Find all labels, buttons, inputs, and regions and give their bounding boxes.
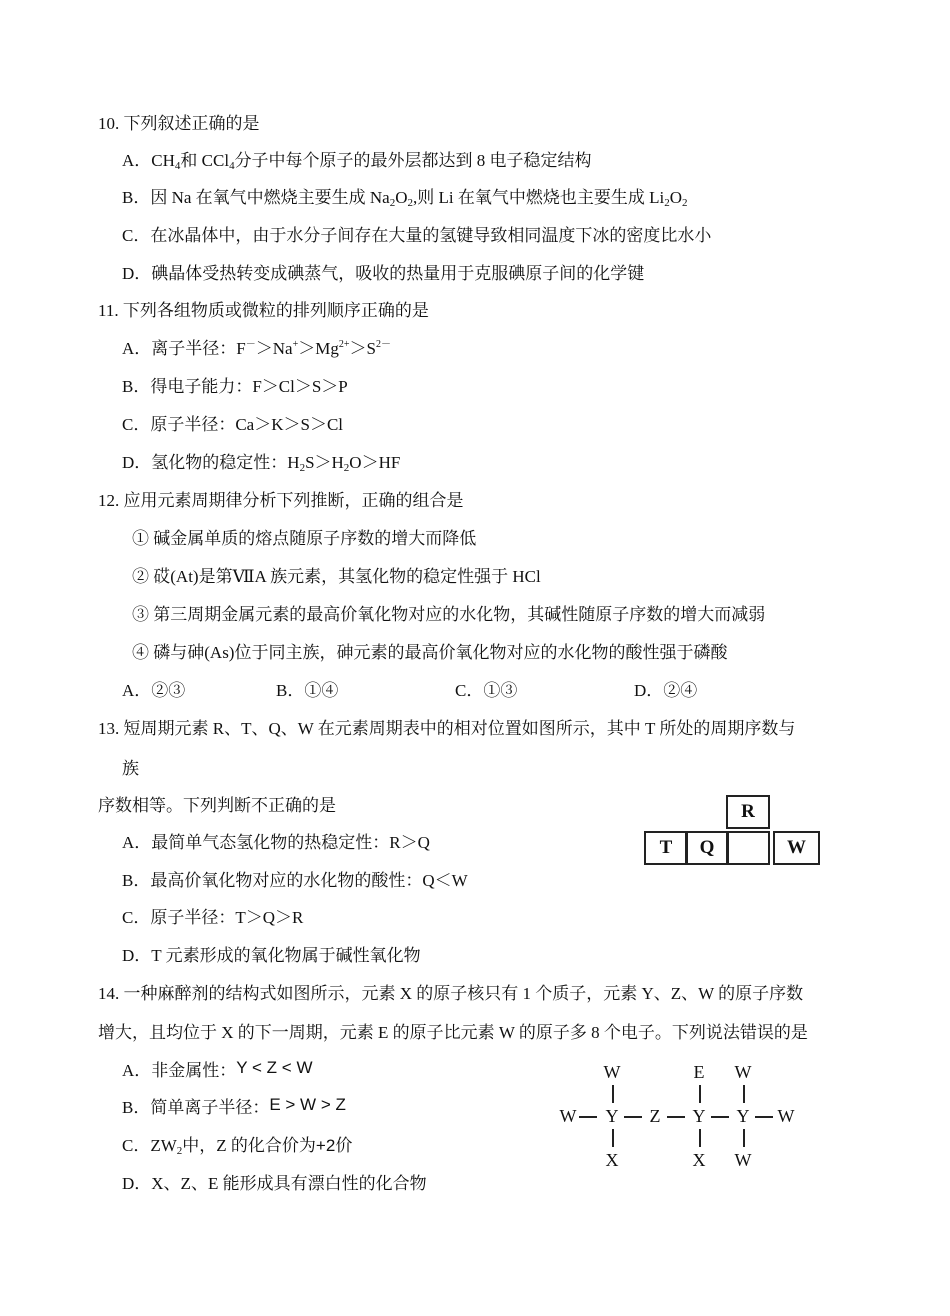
q10-option-a: A．$CH_4$和 CCl$_4$分子中每个原子的最外层都达到 8 电子稳定结构	[122, 151, 592, 172]
atom-x-bot2: X	[692, 1150, 706, 1170]
q11-option-b: B．得电子能力：F＞Cl＞S＞P	[122, 377, 348, 396]
q13-stem-line1: 13. 短周期元素 R、T、Q、W 在元素周期表中的相对位置如图所示，其中 T 所处的周期序数与	[98, 719, 796, 738]
q12-option-d: D．②④	[634, 681, 698, 700]
atom-y1: Y	[605, 1106, 619, 1126]
atom-e-top: E	[693, 1062, 705, 1082]
q11-stem: 11. 下列各组物质或微粒的排列顺序正确的是	[98, 301, 429, 320]
q13-option-b: B．最高价氧化物对应的水化物的酸性：Q＜W	[122, 871, 468, 890]
q12-option-b: B．①④	[276, 681, 339, 700]
q11-option-c: C．原子半径：Ca＞K＞S＞Cl	[122, 415, 344, 434]
atom-w-top1: W	[603, 1062, 621, 1082]
cell-t: T	[644, 831, 688, 865]
q12-stem: 12. 应用元素周期律分析下列推断，正确的组合是	[98, 491, 464, 510]
atom-y2: Y	[692, 1106, 706, 1126]
q10-option-d: D．碘晶体受热转变成碘蒸气，吸收的热量用于克服碘原子间的化学键	[122, 264, 645, 283]
bond-h-3	[667, 1116, 685, 1118]
q12-option-c: C．①③	[455, 681, 518, 700]
q12-item-2: ② 砹(At)是第ⅦA 族元素，其氢化物的稳定性强于 HCl	[132, 567, 541, 586]
q14-stem-line1: 14. 一种麻醉剂的结构式如图所示，元素 X 的原子核只有 1 个质子，元素 Y、Z、W 的原子序数	[98, 984, 804, 1003]
atom-w-left: W	[559, 1106, 577, 1126]
bond-v-top1	[612, 1085, 614, 1103]
atom-w-right: W	[777, 1106, 795, 1126]
bond-v-top3	[743, 1085, 745, 1103]
atom-w-bot3: W	[734, 1150, 752, 1170]
cell-w: W	[773, 831, 820, 865]
q10-option-b: B．因 Na 在氧气中燃烧主要生成 $Na_2O_2$,则 Li 在氧气中燃烧也主要生成 $Li_2O_2$	[122, 188, 688, 209]
q10-stem: 10. 下列叙述正确的是	[98, 114, 260, 133]
q13-stem-line3: 序数相等。下列判断不正确的是	[98, 796, 336, 815]
q13-option-a: A．最简单气态氢化物的热稳定性：R＞Q	[122, 833, 430, 852]
periodic-table-fragment	[644, 795, 820, 867]
q14-option-a: A．非金属性：Y < Z < W	[122, 1058, 313, 1080]
cell-q: Q	[685, 831, 729, 865]
q14-stem-line2: 增大，且均位于 X 的下一周期，元素 E 的原子比元素 W 的原子多 8 个电子。下列说法错误的是	[98, 1023, 808, 1042]
bond-v-bot2	[699, 1129, 701, 1147]
atom-w-top3: W	[734, 1062, 752, 1082]
bond-v-bot1	[612, 1129, 614, 1147]
bond-h-2	[624, 1116, 642, 1118]
atom-y3: Y	[736, 1106, 750, 1126]
bond-v-top2	[699, 1085, 701, 1103]
q13-option-c: C．原子半径：T＞Q＞R	[122, 908, 304, 927]
q14-option-d: D．X、Z、E 能形成具有漂白性的化合物	[122, 1174, 427, 1193]
bond-v-bot3	[743, 1129, 745, 1147]
q12-item-1: ① 碱金属单质的熔点随原子序数的增大而降低	[132, 529, 477, 548]
q12-option-a: A．②③	[122, 681, 186, 700]
cell-empty	[726, 831, 770, 865]
cell-r: R	[726, 795, 770, 829]
atom-z: Z	[649, 1106, 661, 1126]
q11-option-d: D．氢化物的稳定性：$H_2S>H_2O>HF$	[122, 453, 401, 474]
q14-option-b: B．简单离子半径：E > W > Z	[122, 1095, 346, 1117]
q12-item-3: ③ 第三周期金属元素的最高价氧化物对应的水化物，其碱性随原子序数的增大而减弱	[132, 605, 766, 624]
q12-item-4: ④ 磷与砷(As)位于同主族，砷元素的最高价氧化物对应的水化物的酸性强于磷酸	[132, 643, 728, 662]
structural-formula	[556, 1058, 806, 1174]
q10-option-c: C．在冰晶体中，由于水分子间存在大量的氢键导致相同温度下冰的密度比水小	[122, 226, 712, 245]
bond-h-4	[711, 1116, 729, 1118]
bond-h-1	[579, 1116, 597, 1118]
bond-h-5	[755, 1116, 773, 1118]
q13-option-d: D．T 元素形成的氧化物属于碱性氧化物	[122, 946, 421, 965]
q14-option-c: C．$ZW_2$中，Z 的化合价为+2价	[122, 1136, 353, 1157]
q11-option-a: A．离子半径：$F^->Na^+>Mg^{2+}>S^{2-}$	[122, 339, 391, 358]
atom-x-bot1: X	[605, 1150, 619, 1170]
q13-stem-line2: 族	[122, 759, 139, 778]
